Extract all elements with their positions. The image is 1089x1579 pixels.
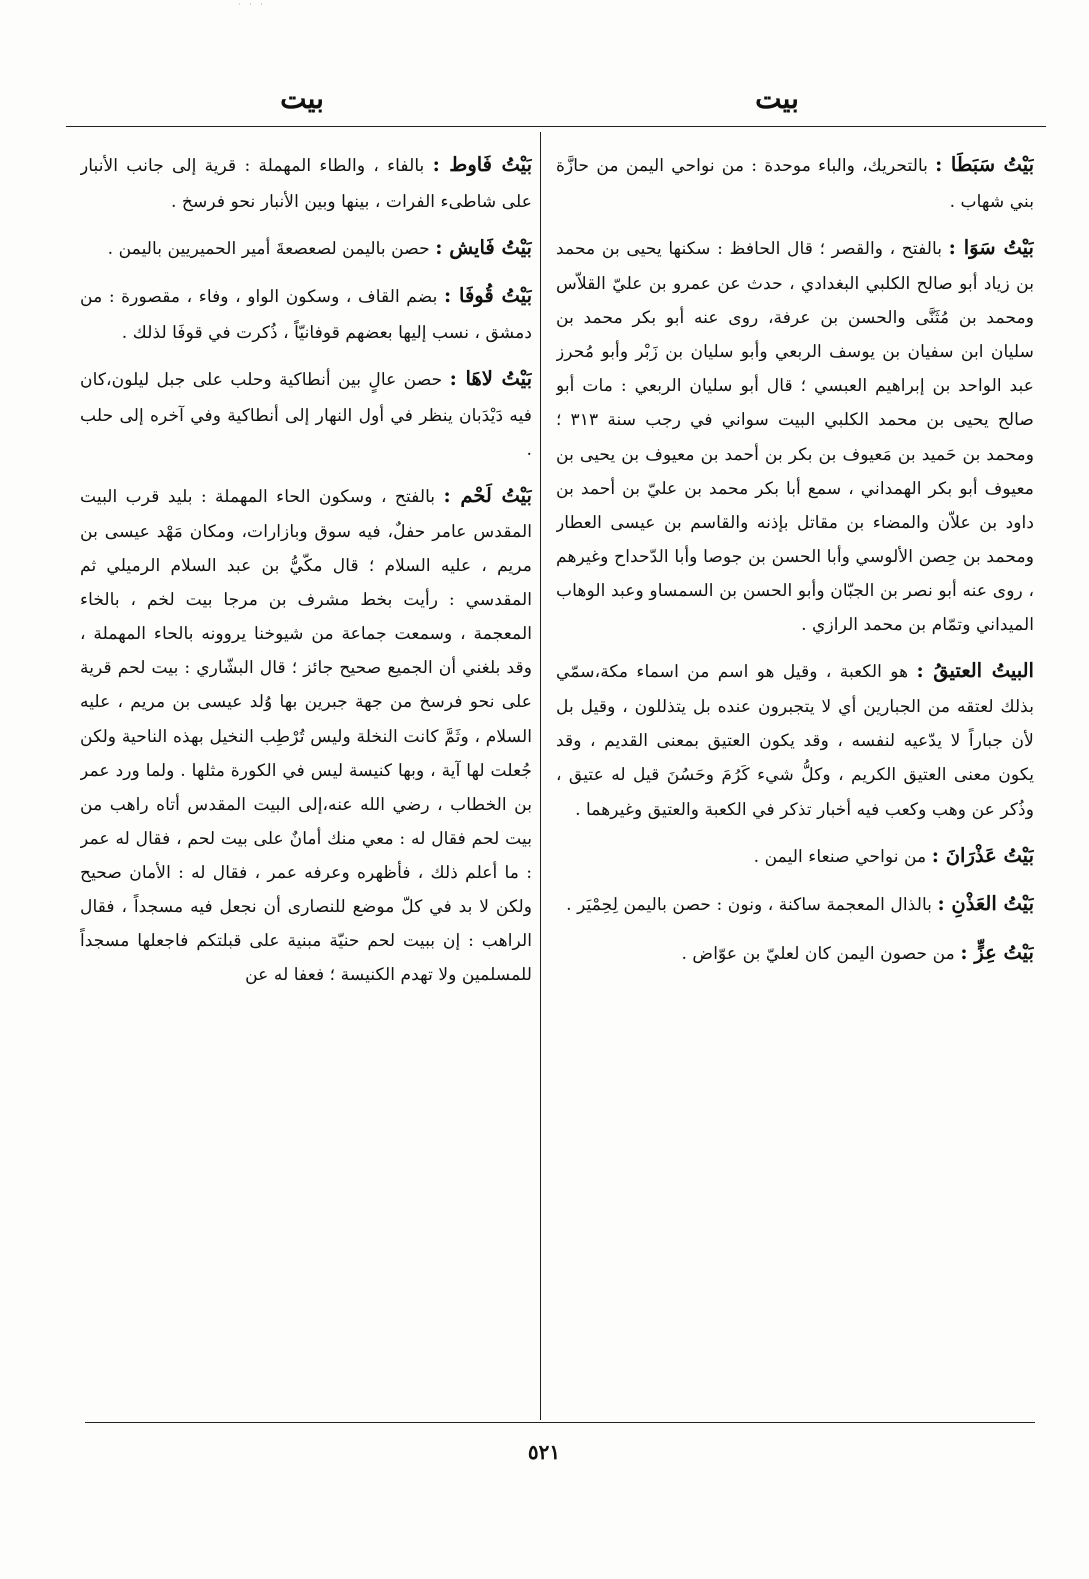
entry — [80, 277, 532, 350]
entry — [556, 652, 1034, 827]
entry-text: بالتحريك، والباء موحدة : من نواحي اليمن من حازَّة بني شهاب . — [556, 156, 1034, 212]
running-head-right: بيت — [755, 82, 799, 115]
entry-headword: بَيْتُ سَبَطَا : — [935, 153, 1034, 176]
entry-text: بالفتح ، وسكون الحاء المهملة : بليد قرب البيت المقدس عامر حفلٌ، فيه سوق وبازارات، ومكان مَهْد عيسى بن مريم ، عليه السلام ؛ قال مكّيُّ بن عبد السلام الرميلي ثم المقدسي : رأيت بخط مشرف بن مرجا بيت لخم ، بالخاء المعجمة ، وسمعت جماعة من شيوخنا يروونه بالحاء المهملة ، وقد بلغني أن الجميع صحيح جائز ؛ قال البشّاري : بيت لحم قرية على نحو فرسخ من جهة جبرين بها وُلد عيسى بن مريم ، عليه السلام ، وثَمَّ كانت النخلة وليس تُرْطِب النخيل بهذه الناحية ولكن جُعلت لها آية ، وبها كنيسة ليس في الكورة مثلها . ولما ورد عمر بن الخطاب ، رضي الله عنه،إلى البيت المقدس أتاه راهب من بيت لحم فقال له : معي منك أمانٌ على بيت لحم ، فقال له عمر : ما أعلم ذلك ، فأظهره وعرفه عمر ، فقال له : الأمان صحيح ولكن لا بد في كلّ موضع للنصارى أن نجعل فيه مسجداً ، فقال الراهب : إن ببيت لحم حنيّة مبنية على قبلتكم فاجعلها مسجداً للمسلمين ولا تهدم الكنيسة ؛ فعفا له عن — [80, 486, 532, 985]
scan-artifact: · · · — [238, 0, 266, 9]
entry — [556, 837, 1034, 876]
entry — [556, 885, 1034, 924]
entry-text: من نواحي صنعاء اليمن . — [753, 846, 927, 867]
entry-text: حصن عالٍ بين أنطاكية وحلب على جبل ليلون،كان فيه دَيْدَبان ينظر في أول النهار إلى أنطاكية وفي آخره إلى حلب . — [80, 369, 532, 460]
entry-headword: بَيْتُ عِزٍّ : — [960, 940, 1034, 964]
entry-text: بالفتح ، والقصر ؛ قال الحافظ : سكنها يحيى بن محمد بن زياد أبو صالح الكلبي البغدادي ، حدث عن عمرو بن عليّ القلاّس ومحمد بن مُثَنَّى والحسن بن عرفة، روى عنه أبو بكر محمد بن سليان ابن سفيان بن يوسف الربعي وأبو سليان بن زَبْر وأبو مُحرز عبد الواحد بن إبراهيم العبسي ؛ قال أبو سليان الربعي : مات أبو صالح يحيى بن محمد الكلبي البيت سواني في رجب سنة ٣١٣ ؛ ومحمد بن حَميد بن مَعيوف بن بكر بن أحمد بن معيوف بن يحيى بن معيوف أبو بكر الهمداني ، سمع أبا بكر محمد بن عليّ بن أحمد بن داود بن علاّن والمضاء بن مقاتل بإذنه والقاسم بن عيسى العطار ومحمد بن حِصن الألوسي وأبا الحسن بن جوصا وأبا الدّحداح وغيرهم ، روى عنه أبو نصر بن الجبّان وأبو الحسن بن السمساو وعبد الوهاب الميداني وتمّام بن محمد الرازي . — [556, 238, 1034, 635]
entry — [556, 229, 1034, 642]
footer-rule — [85, 1422, 1035, 1423]
running-head-left: بيت — [280, 82, 324, 115]
entry — [556, 146, 1034, 219]
entry-text: بالفاء ، والطاء المهملة : قرية إلى جانب الأنبار على شاطىء الفرات ، بينها وبين الأنبار نحو فرسخ . — [80, 156, 532, 212]
entry — [556, 934, 1034, 973]
entry-text: حصن باليمن لصعصعةَ أمير الحميريين باليمن . — [107, 238, 430, 259]
left-column — [80, 146, 532, 1416]
entry-headword: بَيْتُ عَذْرَانَ : — [931, 843, 1034, 867]
entry-headword: بَيْتُ العَذْنِ : — [937, 892, 1034, 916]
entry — [80, 146, 532, 219]
header-rule — [66, 126, 1046, 127]
entry-headword: بَيْتُ سَوَا : — [948, 235, 1034, 259]
entry-headword: بَيْتُ فَايش : — [435, 235, 532, 259]
entry — [80, 477, 532, 992]
page-number: ٥٢١ — [527, 1440, 561, 1464]
entry-headword: بَيْتُ لَحْم : — [443, 483, 532, 507]
entry — [80, 229, 532, 268]
entry-headword: بَيْتُ فَاوط : — [432, 153, 532, 176]
entry-text: بضم القاف ، وسكون الواو ، وفاء ، مقصورة : من دمشق ، نسب إليها بعضهم قوفانيّاً ، ذُكرت في قوفَا لذلك . — [80, 287, 532, 343]
entry-text: من حصون اليمن كان لعليّ بن عوّاض . — [681, 943, 955, 964]
entry-headword: بَيْتُ لاهَا : — [449, 366, 532, 390]
entry-text: هو الكعبة ، وقيل هو اسم من اسماء مكة،سمّي بذلك لعتقه من الجبارين أي لا يتجبرون عنده بل يتذللون ، وقيل بل لأن جباراً لا يدّعيه لنفسه ، وقد يكون العتيق بمعنى القديم ، وقد يكون معنى العتيق الكريم ، وكلُّ شيء كَرُمَ وحَسُنَ قيل له عتيق ، وذُكر عن وهب وكعب فيه أخبار تذكر في الكعبة والعتيق وغيرهما . — [556, 661, 1034, 820]
entry-text: بالذال المعجمة ساكنة ، ونون : حصن باليمن لِحِمْيَر . — [566, 895, 932, 916]
right-column — [556, 146, 1034, 1416]
column-divider — [540, 132, 541, 1420]
entry-headword: البيتُ العتيقُ : — [916, 658, 1034, 682]
entry — [80, 360, 532, 467]
entry-headword: بَيْتُ قُوفَا : — [443, 284, 532, 308]
